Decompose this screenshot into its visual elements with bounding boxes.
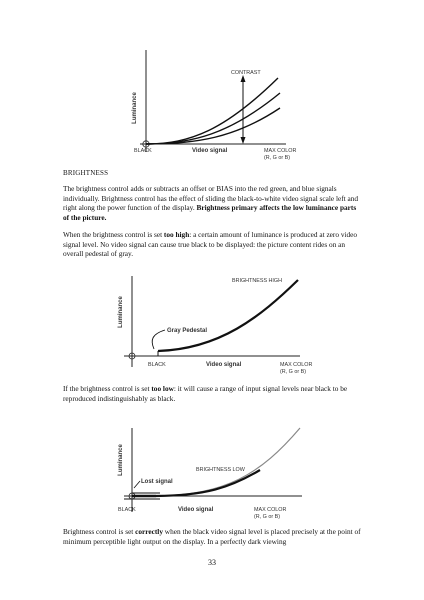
paragraph-text: : it will cause a range of input signal levels near black to be reproduced indistinguishably as black. <box>63 384 348 403</box>
origin-label: BLACK <box>118 507 136 513</box>
max-color-sublabel: (R, G or B) <box>280 369 307 375</box>
paragraph-too-high <box>63 230 363 259</box>
curve-label: CONTRAST <box>231 70 261 76</box>
callout-label: Gray Pedestal <box>167 328 208 334</box>
paragraph-text: If the brightness control is set <box>63 384 152 393</box>
max-color-sublabel: (R, G or B) <box>254 514 281 520</box>
curve-low <box>146 108 280 144</box>
paragraph-text: When the brightness control is set <box>63 230 164 239</box>
curve-label: BRIGHTNESS HIGH <box>232 278 283 284</box>
x-axis-label: Video signal <box>192 148 228 154</box>
max-color-label: MAX COLOR <box>254 507 287 513</box>
callout-label: Lost signal <box>141 479 173 485</box>
contrast-diagram <box>120 48 300 163</box>
paragraph-correct <box>63 527 363 546</box>
y-axis-label: Luminance <box>118 296 124 328</box>
y-axis-label: Luminance <box>118 444 124 476</box>
brightness-high-diagram <box>110 272 313 380</box>
paragraph-text: : a certain amount of luminance is produced at zero video signal level. No video signal can cause true black to be displayed: the picture content rides on an overall pedestal of gray. <box>63 230 358 259</box>
paragraph-text: The brightness control adds or subtracts an offset or BIAS into the red green, and blue signals individually. Brightness control has the effect of sliding the black-to-white video signal scale left and right along the power function of the display. <box>63 184 359 213</box>
paragraph-emphasis: too low <box>151 384 174 393</box>
x-axis-label: Video signal <box>178 507 214 513</box>
brightness-high-curve <box>158 280 298 351</box>
brightness-high-figure <box>110 272 313 380</box>
paragraph-too-low <box>63 384 363 403</box>
origin-label: BLACK <box>148 362 166 368</box>
arrow-up-icon <box>241 75 246 82</box>
max-color-label: MAX COLOR <box>264 148 297 154</box>
max-color-label: MAX COLOR <box>280 362 313 368</box>
y-axis-label: Luminance <box>132 92 138 124</box>
curve-label: BRIGHTNESS LOW <box>196 467 245 473</box>
section-heading: BRIGHTNESS <box>63 169 109 177</box>
paragraph-emphasis: Brightness primary affects the low luminance parts of the picture. <box>63 203 357 222</box>
callout-line <box>152 330 165 349</box>
paragraph-intro <box>63 184 363 222</box>
paragraph-text: when the black video signal level is placed precisely at the point of minimum perceptible light output on the display. In a perfectly dark viewing <box>63 527 361 546</box>
arrow-down-icon <box>241 137 246 144</box>
x-axis-label: Video signal <box>206 362 242 368</box>
callout-line <box>134 481 140 488</box>
paragraph-emphasis: too high <box>163 230 190 239</box>
brightness-low-diagram <box>110 420 310 528</box>
contrast-figure <box>120 48 300 163</box>
paragraph-text: Brightness control is set <box>63 527 136 536</box>
paragraph-emphasis: correctly <box>135 527 163 536</box>
max-color-sublabel: (R, G or B) <box>264 155 291 161</box>
page-number: 33 <box>208 558 216 567</box>
origin-label: BLACK <box>134 148 152 154</box>
curve-mid <box>146 93 280 144</box>
brightness-low-figure <box>110 420 310 528</box>
